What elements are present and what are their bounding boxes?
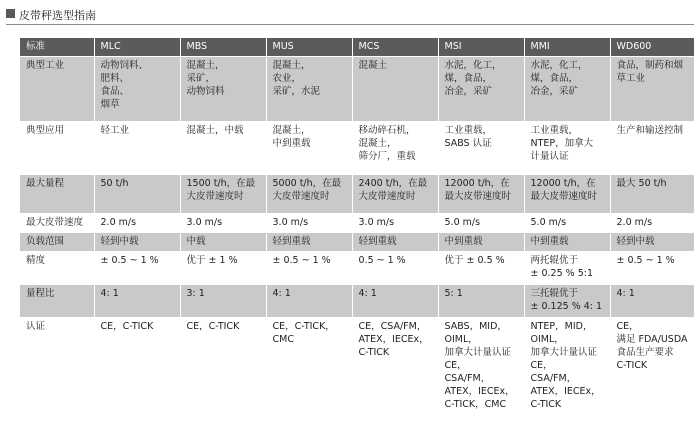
row-label: 精度	[20, 252, 94, 285]
table-cell: 3.0 m/s	[180, 214, 266, 233]
table-body	[20, 57, 694, 429]
table-row	[20, 214, 694, 233]
table-cell: 混凝土， 农业， 采矿，水泥	[266, 57, 352, 122]
table-cell: 中到重载	[438, 233, 524, 252]
table-cell: 水泥，化工， 煤，食品， 冶金，采矿	[524, 57, 610, 122]
table-cell: 移动碎石机， 混凝土， 筛分厂，重载	[352, 122, 438, 175]
table-cell: 轻工业	[94, 122, 180, 175]
table-cell: 工业重载， NTEP，加拿大 计量认证	[524, 122, 610, 175]
header-cell: WD600	[610, 38, 694, 57]
table-cell: 混凝土，中载	[180, 122, 266, 175]
table-cell: 3: 1	[180, 285, 266, 318]
table-cell: 3.0 m/s	[352, 214, 438, 233]
table-cell: 中到重载	[524, 233, 610, 252]
table-cell: 4: 1	[94, 285, 180, 318]
table-row	[20, 285, 694, 318]
table-cell: 三托辊优于 ± 0.125 % 4: 1	[524, 285, 610, 318]
header-cell: 标准	[20, 38, 94, 57]
table-cell: 5.0 m/s	[524, 214, 610, 233]
header-cell: MUS	[266, 38, 352, 57]
table-cell: 食品，制药和烟 草工业	[610, 57, 694, 122]
table-cell: CE， 满足 FDA/USDA 食品生产要求 C-TICK	[610, 318, 694, 429]
table-row	[20, 57, 694, 122]
table-cell: 轻到重载	[352, 233, 438, 252]
table-cell: 优于 ± 0.5 %	[438, 252, 524, 285]
table-cell: 混凝土， 中到重载	[266, 122, 352, 175]
table-row	[20, 318, 694, 429]
table-cell: ± 0.5 ~ 1 %	[266, 252, 352, 285]
table-cell: 工业重载， SABS 认证	[438, 122, 524, 175]
table-cell: CE，C-TICK， CMC	[266, 318, 352, 429]
table-cell: CE，C-TICK	[180, 318, 266, 429]
selection-guide-table	[20, 38, 695, 429]
table-cell: 1500 t/h，在最 大皮带速度时	[180, 175, 266, 214]
table-cell: 5.0 m/s	[438, 214, 524, 233]
table-cell: 混凝土	[352, 57, 438, 122]
table-row	[20, 252, 694, 285]
row-label: 典型工业	[20, 57, 94, 122]
row-label: 负载范围	[20, 233, 94, 252]
header-row	[20, 38, 694, 57]
table-row	[20, 175, 694, 214]
table-cell: CE，CSA/FM， ATEX，IECEx， C-TICK	[352, 318, 438, 429]
table-row	[20, 122, 694, 175]
table-cell: 5000 t/h，在最 大皮带速度时	[266, 175, 352, 214]
table-cell: 轻到重载	[266, 233, 352, 252]
table-cell: ± 0.5 ~ 1 %	[94, 252, 180, 285]
table-cell: 4: 1	[266, 285, 352, 318]
table-cell: 动物饲料、 肥料、 食品、 烟草	[94, 57, 180, 122]
page-title: 皮带秤选型指南	[19, 9, 96, 22]
table-cell: 轻到中载	[610, 233, 694, 252]
row-label: 量程比	[20, 285, 94, 318]
table-cell: 两托辊优于 ± 0.25 % 5:1	[524, 252, 610, 285]
header-cell: MLC	[94, 38, 180, 57]
table-cell: SABS，MID， OIML， 加拿大计量认证 CE， CSA/FM， ATEX，IECEx， C-TICK，CMC	[438, 318, 524, 429]
title-bar	[6, 6, 694, 25]
table-cell: ± 0.5 ~ 1 %	[610, 252, 694, 285]
table-cell: 12000 t/h，在 最大皮带速度时	[438, 175, 524, 214]
row-label: 认证	[20, 318, 94, 429]
header-cell: MBS	[180, 38, 266, 57]
table-cell: 中载	[180, 233, 266, 252]
table-cell: 0.5 ~ 1 %	[352, 252, 438, 285]
table-cell: 最大 50 t/h	[610, 175, 694, 214]
table-cell: 12000 t/h，在 最大皮带速度时	[524, 175, 610, 214]
table-cell: 50 t/h	[94, 175, 180, 214]
table-cell: 4: 1	[610, 285, 694, 318]
table-cell: 2400 t/h，在最 大皮带速度时	[352, 175, 438, 214]
table-cell: 3.0 m/s	[266, 214, 352, 233]
table-cell: 混凝土， 采矿， 动物饲料	[180, 57, 266, 122]
row-label: 最大量程	[20, 175, 94, 214]
table-cell: 生产和输送控制	[610, 122, 694, 175]
table-cell: NTEP，MID， OIML， 加拿大计量认证 CE， CSA/FM， ATEX，IECEx， C-TICK	[524, 318, 610, 429]
table-cell: 5: 1	[438, 285, 524, 318]
table-cell: 优于 ± 1 %	[180, 252, 266, 285]
table-cell: 轻到中载	[94, 233, 180, 252]
table-row	[20, 233, 694, 252]
row-label: 最大皮带速度	[20, 214, 94, 233]
header-cell: MMI	[524, 38, 610, 57]
title-square-icon	[6, 9, 15, 18]
table-cell: CE，C-TICK	[94, 318, 180, 429]
table-cell: 水泥，化工， 煤，食品， 冶金，采矿	[438, 57, 524, 122]
table-cell: 2.0 m/s	[94, 214, 180, 233]
table-cell: 2.0 m/s	[610, 214, 694, 233]
table-cell: 4: 1	[352, 285, 438, 318]
header-cell: MCS	[352, 38, 438, 57]
header-cell: MSI	[438, 38, 524, 57]
row-label: 典型应用	[20, 122, 94, 175]
